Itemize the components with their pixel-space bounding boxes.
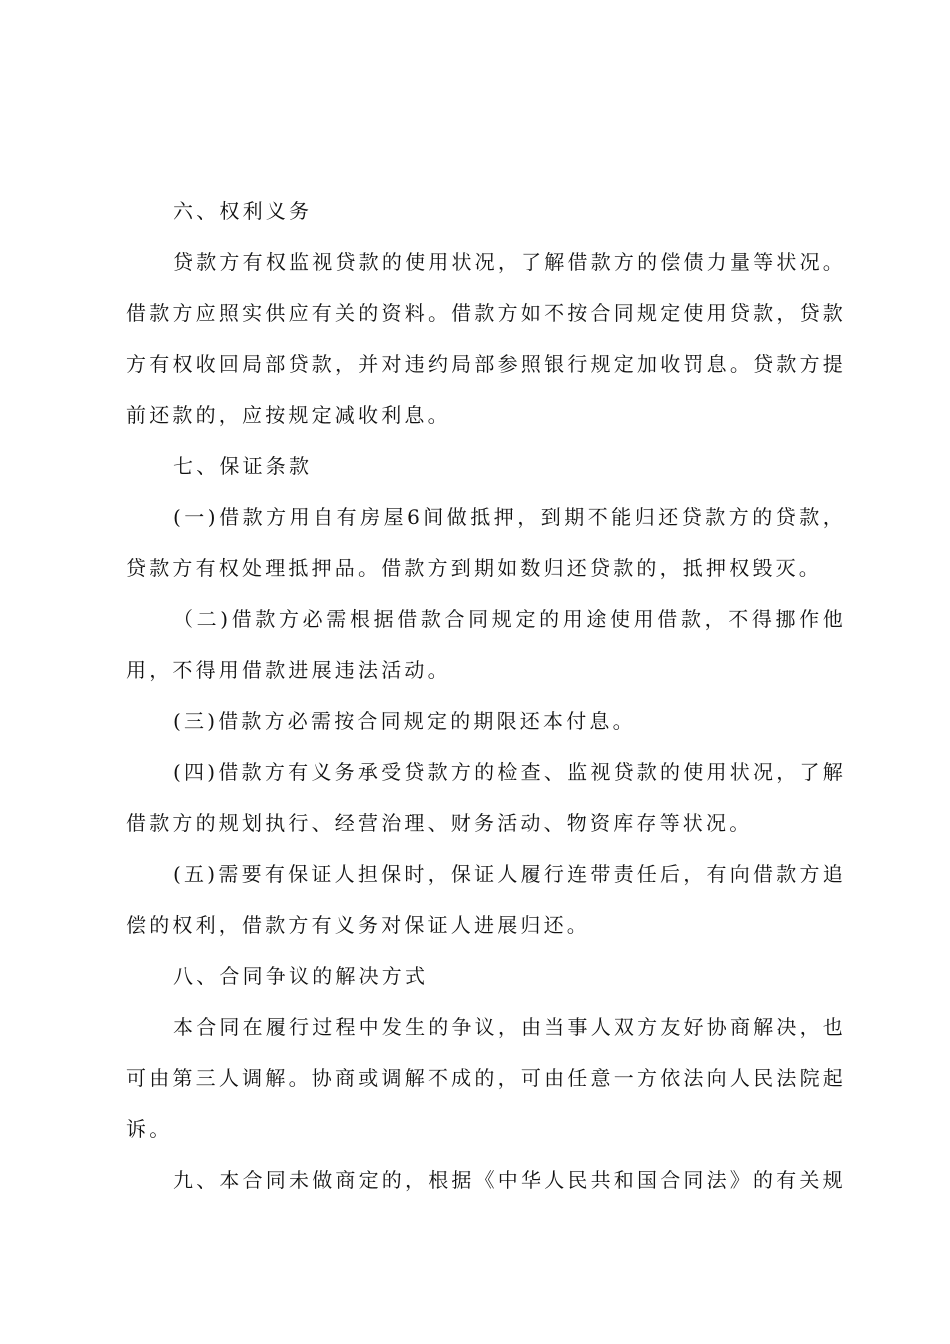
- document-body: [126, 186, 846, 1206]
- clause-mortgage: (一)借款方用自有房屋6间做抵押，到期不能归还贷款方的贷款，贷款方有权处理抵押品。借款方到期如数归还贷款的，抵押权毁灭。: [126, 505, 846, 580]
- clause-loan-purpose: （二)借款方必需根据借款合同规定的用途使用借款，不得挪作他用，不得用借款进展违法活动。: [126, 607, 846, 682]
- section-heading-dispute-resolution: 八、合同争议的解决方式: [173, 964, 429, 988]
- clause-inspection: (四)借款方有义务承受贷款方的检查、监视贷款的使用状况，了解借款方的规划执行、经营治理、财务活动、物资库存等状况。: [126, 760, 846, 835]
- paragraph-lender-rights: 贷款方有权监视贷款的使用状况，了解借款方的偿债力量等状况。借款方应照实供应有关的资料。借款方如不按合同规定使用贷款，贷款方有权收回局部贷款，并对违约局部参照银行规定加收罚息。贷款方提前还款的，应按规定减收利息。: [126, 250, 846, 427]
- section-heading-guarantee-terms: 七、保证条款: [173, 454, 313, 478]
- paragraph-dispute-resolution: 本合同在履行过程中发生的争议，由当事人双方友好协商解决，也可由第三人调解。协商或调解不成的，可由任意一方依法向人民法院起诉。: [126, 1015, 846, 1141]
- clause-repayment-term: (三)借款方必需按合同规定的期限还本付息。: [173, 709, 636, 733]
- section-heading-rights-obligations: 六、权利义务: [173, 199, 313, 223]
- paragraph-section-nine: 九、本合同未做商定的，根据《中华人民共和国合同法》的有关规: [173, 1168, 846, 1192]
- clause-guarantor: (五)需要有保证人担保时，保证人履行连带责任后，有向借款方追偿的权利，借款方有义务对保证人进展归还。: [126, 862, 846, 937]
